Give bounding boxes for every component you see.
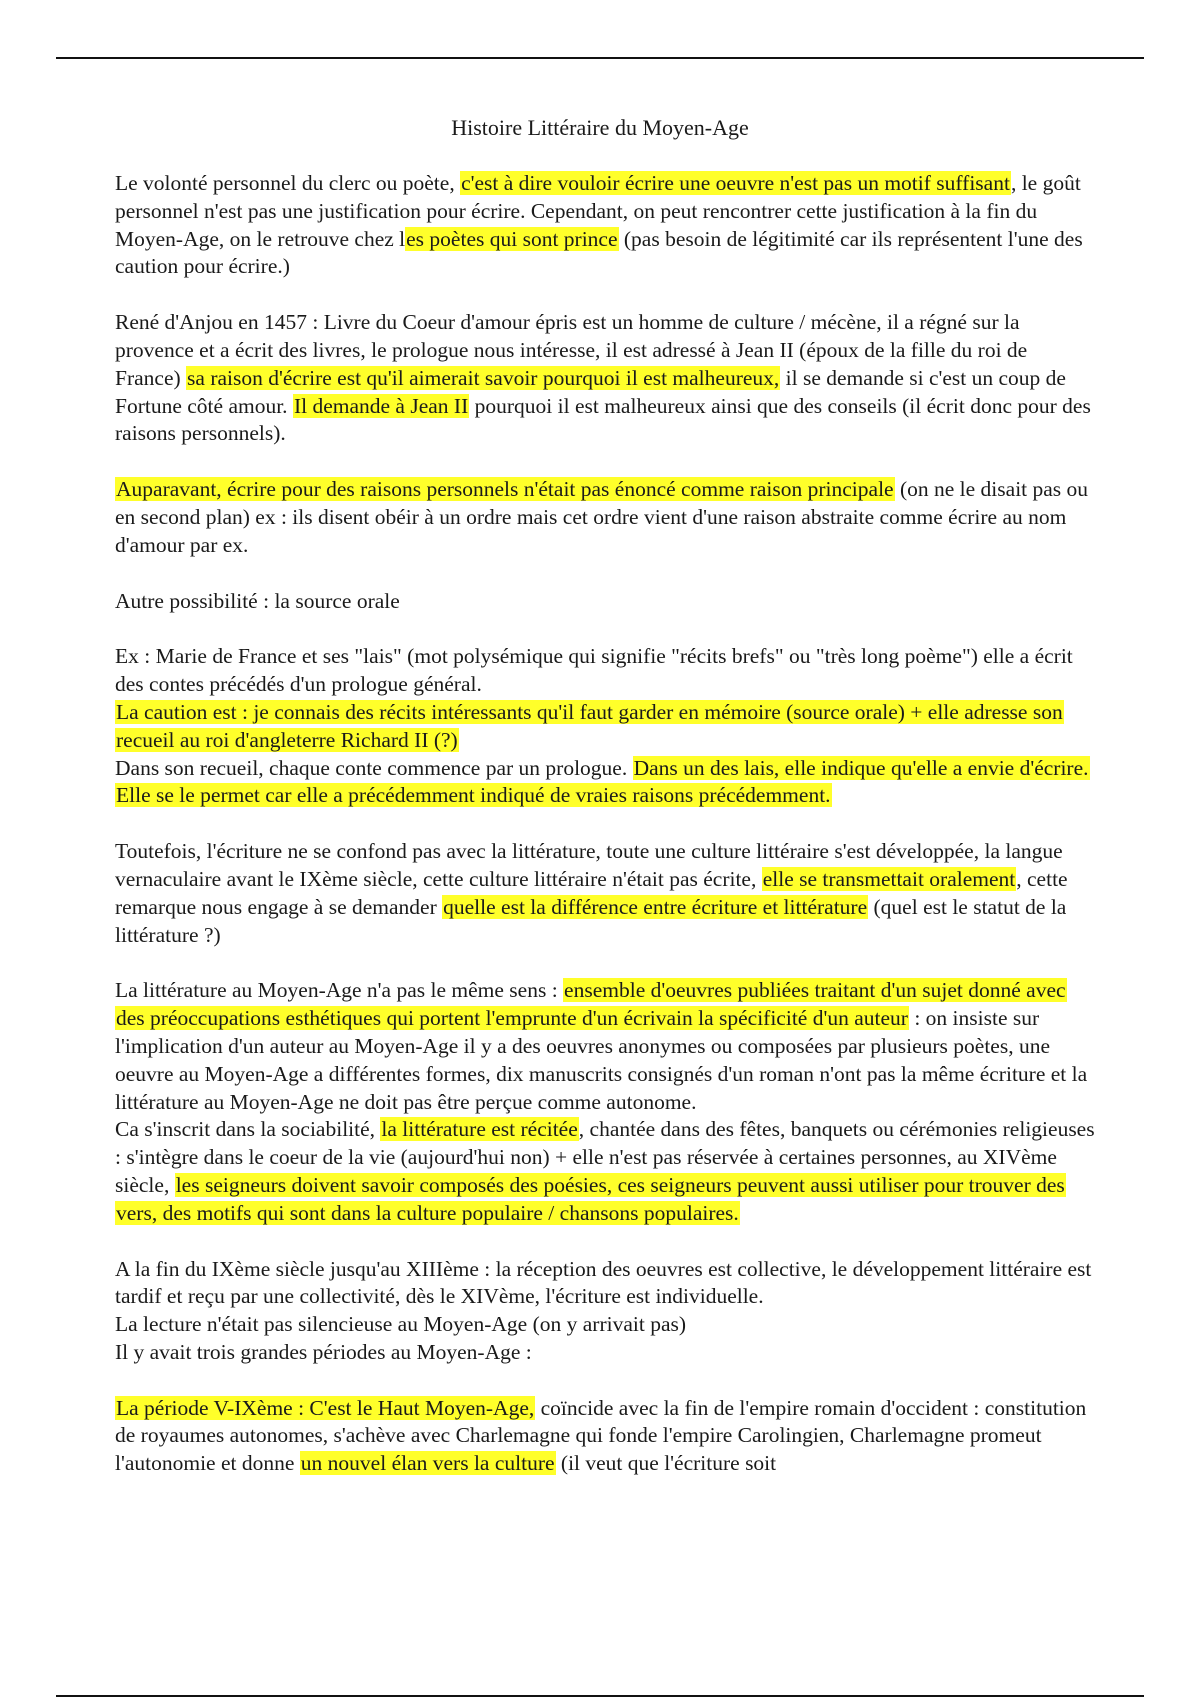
paragraph-gap bbox=[115, 448, 1095, 476]
text-run: il se demande si c'est un coup de Fortune côté amour. bbox=[115, 365, 1066, 418]
paragraph-gap bbox=[115, 615, 1095, 643]
page-title: Histoire Littéraire du Moyen-Age bbox=[451, 115, 749, 140]
text-run: , cette remarque nous engage à se demander bbox=[115, 866, 1068, 919]
text-run: (on ne le disait pas ou en second plan) ex : ils disent obéir à un ordre mais cet ordre vient d'une raison abstraite comme écrire au nom d'amour par ex. bbox=[115, 477, 1089, 557]
paragraph-gap bbox=[115, 1228, 1095, 1256]
text-run: René d'Anjou en 1457 : Livre du Coeur d'amour épris est un homme de culture / mécène, il a régné sur la provence et a écrit des livres, le prologue nous intéresse, il est adressé à Jean II (époux de la fille du roi de France) bbox=[115, 310, 1028, 390]
paragraph bbox=[115, 643, 1095, 699]
text-run: Autre possibilité : la source orale bbox=[115, 588, 400, 613]
text-run: (quel est le statut de la littérature ?) bbox=[115, 894, 1067, 947]
text-run: pourquoi il est malheureux ainsi que des conseils (il écrit donc pour des raisons personnels). bbox=[115, 393, 1091, 446]
paragraph-gap bbox=[115, 949, 1095, 977]
paragraph bbox=[115, 1339, 1095, 1367]
text-run: , chantée dans des fêtes, banquets ou cérémonies religieuses : s'intègre dans le coeur de la vie (aujourd'hui non) + elle n'est pas réservée à certaines personnes, au XIVème siècle, bbox=[115, 1117, 1095, 1197]
text-run: , le goût personnel n'est pas une justification pour écrire. Cependant, on peut rencontrer cette justification à la fin du Moyen-Age, on le retrouve chez l bbox=[115, 171, 1081, 251]
highlighted-text: sa raison d'écrire est qu'il aimerait savoir pourquoi il est malheureux, bbox=[187, 365, 780, 390]
text-run: La lecture n'était pas silencieuse au Moyen-Age (on y arrivait pas) bbox=[115, 1312, 687, 1337]
paragraph bbox=[115, 1116, 1095, 1227]
paragraph-gap bbox=[115, 810, 1095, 838]
highlighted-text: c'est à dire vouloir écrire une oeuvre n'est pas un motif suffisant bbox=[461, 171, 1010, 195]
text-run: Ca s'inscrit dans la sociabilité, bbox=[115, 1117, 381, 1142]
paragraph bbox=[115, 476, 1095, 559]
text-run: Il y avait trois grandes périodes au Moyen-Age : bbox=[115, 1339, 532, 1364]
text-run: (il veut que l'écriture soit bbox=[555, 1451, 777, 1476]
paragraph bbox=[115, 170, 1095, 281]
text-run: Toutefois, l'écriture ne se confond pas avec la littérature, toute une culture littéraire s'est développée, la langue vernaculaire avant le IXème siècle, cette culture littéraire n'était pas écrite, bbox=[115, 839, 1063, 891]
document-body bbox=[115, 170, 1095, 1478]
text-run: : on insiste sur l'implication d'un auteur au Moyen-Age il y a des oeuvres anonymes ou composées par plusieurs poètes, une oeuvre au Moyen-Age a différentes formes, dix manuscrits consignés d'un roman n'ont pas la même écriture et la littérature au Moyen-Age ne doit pas être perçue comme autonome. bbox=[115, 1006, 1088, 1114]
highlighted-text: Auparavant, écrire pour des raisons personnels n'était pas énoncé comme raison principale bbox=[116, 477, 894, 502]
paragraph bbox=[115, 1256, 1095, 1312]
paragraph bbox=[115, 1395, 1095, 1478]
highlighted-text: La période V-IXème : C'est le Haut Moyen-Age, bbox=[116, 1395, 535, 1420]
paragraph bbox=[115, 588, 1095, 616]
text-run: A la fin du IXème siècle jusqu'au XIIIème : la réception des oeuvres est collective, le développement littéraire est tardif et reçu par une collectivité, dès le XIVème, l'écriture est individuelle. bbox=[115, 1256, 1092, 1309]
highlighted-text: la littérature est récitée bbox=[381, 1117, 578, 1142]
highlighted-text: quelle est la différence entre écriture et littérature bbox=[443, 894, 868, 919]
highlighted-text: La caution est : je connais des récits intéressants qu'il faut garder en mémoire (source orale) + elle adresse son recueil au roi d'angleterre Richard II (?) bbox=[116, 699, 1063, 752]
text-run: coïncide avec la fin de l'empire romain d'occident : constitution de royaumes autonomes, s'achève avec Charlemagne qui fonde l'empire Carolingien, Charlemagne promeut l'autonomie et donne bbox=[115, 1395, 1087, 1476]
highlighted-text: es poètes qui sont prince bbox=[406, 226, 618, 251]
highlighted-text: ensemble d'oeuvres publiées traitant d'un sujet donné avec des préoccupations esthétiques qui portent l'emprunte d'un écrivain la spécificité d'un auteur bbox=[116, 978, 1066, 1031]
text-run: Dans son recueil, chaque conte commence par un prologue. bbox=[115, 755, 633, 780]
text-run: Ex : Marie de France et ses "lais" (mot polysémique qui signifie "récits brefs" ou "très long poème") elle a écrit des contes précédés d'un prologue général. bbox=[115, 644, 1073, 697]
paragraph bbox=[115, 309, 1095, 448]
text-run: Le volonté personnel du clerc ou poète, bbox=[115, 171, 461, 195]
highlighted-text: Il demande à Jean II bbox=[293, 393, 469, 418]
paragraph-gap bbox=[115, 281, 1095, 309]
highlighted-text: les seigneurs doivent savoir composés des poésies, ces seigneurs peuvent aussi utiliser pour trouver des vers, des motifs qui sont dans la culture populaire / chansons populaires. bbox=[116, 1172, 1065, 1225]
bottom-rule bbox=[56, 1695, 1144, 1697]
highlighted-text: elle se transmettait oralement bbox=[762, 866, 1016, 891]
top-rule bbox=[56, 57, 1144, 59]
paragraph bbox=[115, 699, 1095, 755]
paragraph bbox=[115, 977, 1095, 1116]
paragraph-gap bbox=[115, 560, 1095, 588]
paragraph bbox=[115, 755, 1095, 811]
highlighted-text: Dans un des lais, elle indique qu'elle a envie d'écrire. Elle se le permet car elle a précédemment indiqué de vraies raisons précédemment. bbox=[116, 755, 1089, 808]
paragraph-gap bbox=[115, 1367, 1095, 1395]
text-run: La littérature au Moyen-Age n'a pas le même sens : bbox=[115, 978, 564, 1003]
paragraph bbox=[115, 838, 1095, 949]
paragraph bbox=[115, 1311, 1095, 1339]
highlighted-text: un nouvel élan vers la culture bbox=[300, 1451, 555, 1476]
text-run: (pas besoin de légitimité car ils représentent l'une des caution pour écrire.) bbox=[115, 226, 1083, 279]
